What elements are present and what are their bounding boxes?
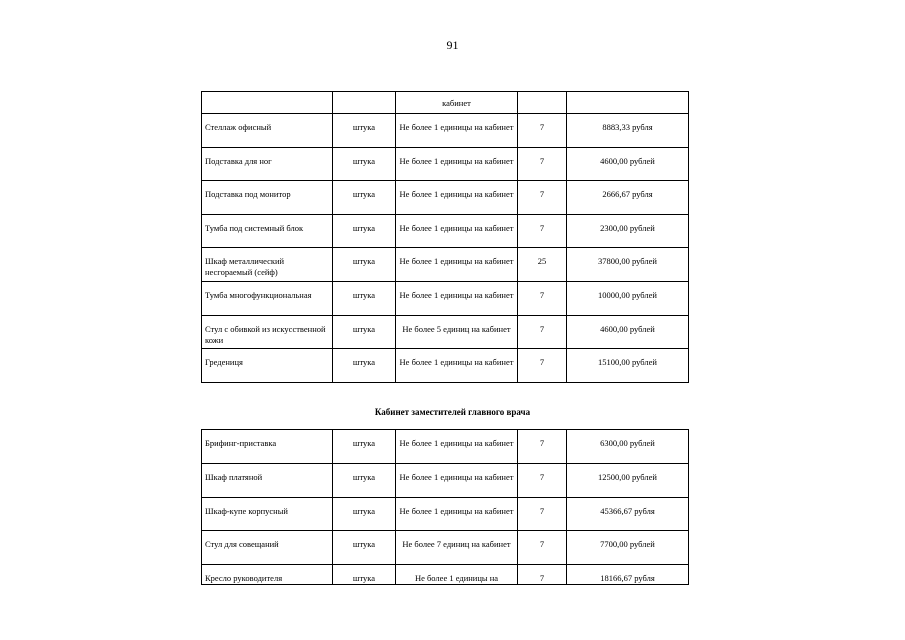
cell-service-life: 7 <box>518 463 567 497</box>
cell-price: 4600,00 рублей <box>567 315 689 349</box>
cell-unit: штука <box>333 281 396 315</box>
cell-unit: штука <box>333 531 396 565</box>
cell-quantity-norm: Не более 1 единицы на кабинет <box>396 349 518 383</box>
table-row <box>202 214 689 248</box>
table-row <box>202 497 689 531</box>
cell-quantity-norm: Не более 1 единицы на кабинет <box>396 214 518 248</box>
cell-service-life: 7 <box>518 281 567 315</box>
cell-item: Шкаф металлический несгораемый (сейф) <box>202 248 333 282</box>
cell-item: Стеллаж офисный <box>202 114 333 148</box>
table-row <box>202 181 689 215</box>
cell-service-life: 7 <box>518 214 567 248</box>
cell-service-life: 7 <box>518 565 567 585</box>
cell-service-life: 7 <box>518 147 567 181</box>
cell-quantity-norm: Не более 1 единицы на кабинет <box>396 248 518 282</box>
cell-item: Тумба под системный блок <box>202 214 333 248</box>
cell-service-life: 7 <box>518 497 567 531</box>
table-row <box>202 248 689 282</box>
table-row <box>202 315 689 349</box>
cell-unit: штука <box>333 248 396 282</box>
cell-service-life: 25 <box>518 248 567 282</box>
cell-price: 7700,00 рублей <box>567 531 689 565</box>
cell-item: Стул для совещаний <box>202 531 333 565</box>
cell-price: 6300,00 рублей <box>567 430 689 464</box>
cell-quantity-norm: Не более 5 единиц на кабинет <box>396 315 518 349</box>
table-row <box>202 114 689 148</box>
cell-price <box>567 92 689 114</box>
cell-quantity-norm: Не более 1 единицы на кабинет <box>396 147 518 181</box>
cell-quantity-norm: кабинет <box>396 92 518 114</box>
cell-service-life: 7 <box>518 315 567 349</box>
cell-item <box>202 92 333 114</box>
cell-price: 10000,00 рублей <box>567 281 689 315</box>
cell-service-life: 7 <box>518 531 567 565</box>
table-row <box>202 531 689 565</box>
cell-service-life: 7 <box>518 349 567 383</box>
furniture-table-1 <box>201 91 689 383</box>
cell-price: 12500,00 рублей <box>567 463 689 497</box>
cell-price: 37800,00 рублей <box>567 248 689 282</box>
cell-unit: штука <box>333 181 396 215</box>
table-row <box>202 463 689 497</box>
cell-unit: штука <box>333 114 396 148</box>
cell-unit: штука <box>333 565 396 585</box>
cell-unit: штука <box>333 430 396 464</box>
cell-service-life <box>518 92 567 114</box>
cell-unit: штука <box>333 349 396 383</box>
table-row <box>202 92 689 114</box>
cell-price: 15100,00 рублей <box>567 349 689 383</box>
cell-unit: штука <box>333 214 396 248</box>
cell-service-life: 7 <box>518 181 567 215</box>
cell-item: Тумба многофункциональная <box>202 281 333 315</box>
cell-item: Гредениця <box>202 349 333 383</box>
cell-unit: штука <box>333 497 396 531</box>
cell-unit: штука <box>333 463 396 497</box>
cell-quantity-norm: Не более 1 единицы на кабинет <box>396 430 518 464</box>
table-row <box>202 281 689 315</box>
cell-quantity-norm: Не более 1 единицы на кабинет <box>396 497 518 531</box>
cell-service-life: 7 <box>518 114 567 148</box>
cell-price: 2300,00 рублей <box>567 214 689 248</box>
table-row <box>202 147 689 181</box>
cell-price: 45366,67 рубля <box>567 497 689 531</box>
page-number: 91 <box>446 38 459 52</box>
cell-item: Подставка для ног <box>202 147 333 181</box>
cell-price: 8883,33 рубля <box>567 114 689 148</box>
cell-quantity-norm: Не более 1 единицы на кабинет <box>396 463 518 497</box>
cell-price: 4600,00 рублей <box>567 147 689 181</box>
cell-quantity-norm: Не более 1 единицы на кабинет <box>396 181 518 215</box>
table-row <box>202 349 689 383</box>
cell-quantity-norm: Не более 1 единицы на кабинет <box>396 114 518 148</box>
table-row <box>202 430 689 464</box>
cell-unit: штука <box>333 315 396 349</box>
table-row <box>202 565 689 585</box>
cell-price: 18166,67 рубля <box>567 565 689 585</box>
cell-price: 2666,67 рубля <box>567 181 689 215</box>
section-heading: Кабинет заместителей главного врача <box>374 407 531 417</box>
cell-item: Шкаф платяной <box>202 463 333 497</box>
cell-item: Брифинг-приставка <box>202 430 333 464</box>
cell-service-life: 7 <box>518 430 567 464</box>
cell-item: Шкаф-купе корпусный <box>202 497 333 531</box>
cell-item: Кресло руководителя <box>202 565 333 585</box>
cell-quantity-norm: Не более 7 единиц на кабинет <box>396 531 518 565</box>
cell-unit: штука <box>333 147 396 181</box>
cell-unit <box>333 92 396 114</box>
cell-item: Подставка под монитор <box>202 181 333 215</box>
cell-quantity-norm: Не более 1 единицы на <box>396 565 518 585</box>
furniture-table-2 <box>201 429 689 585</box>
cell-item: Стул с обивкой из искусственной кожи <box>202 315 333 349</box>
cell-quantity-norm: Не более 1 единицы на кабинет <box>396 281 518 315</box>
